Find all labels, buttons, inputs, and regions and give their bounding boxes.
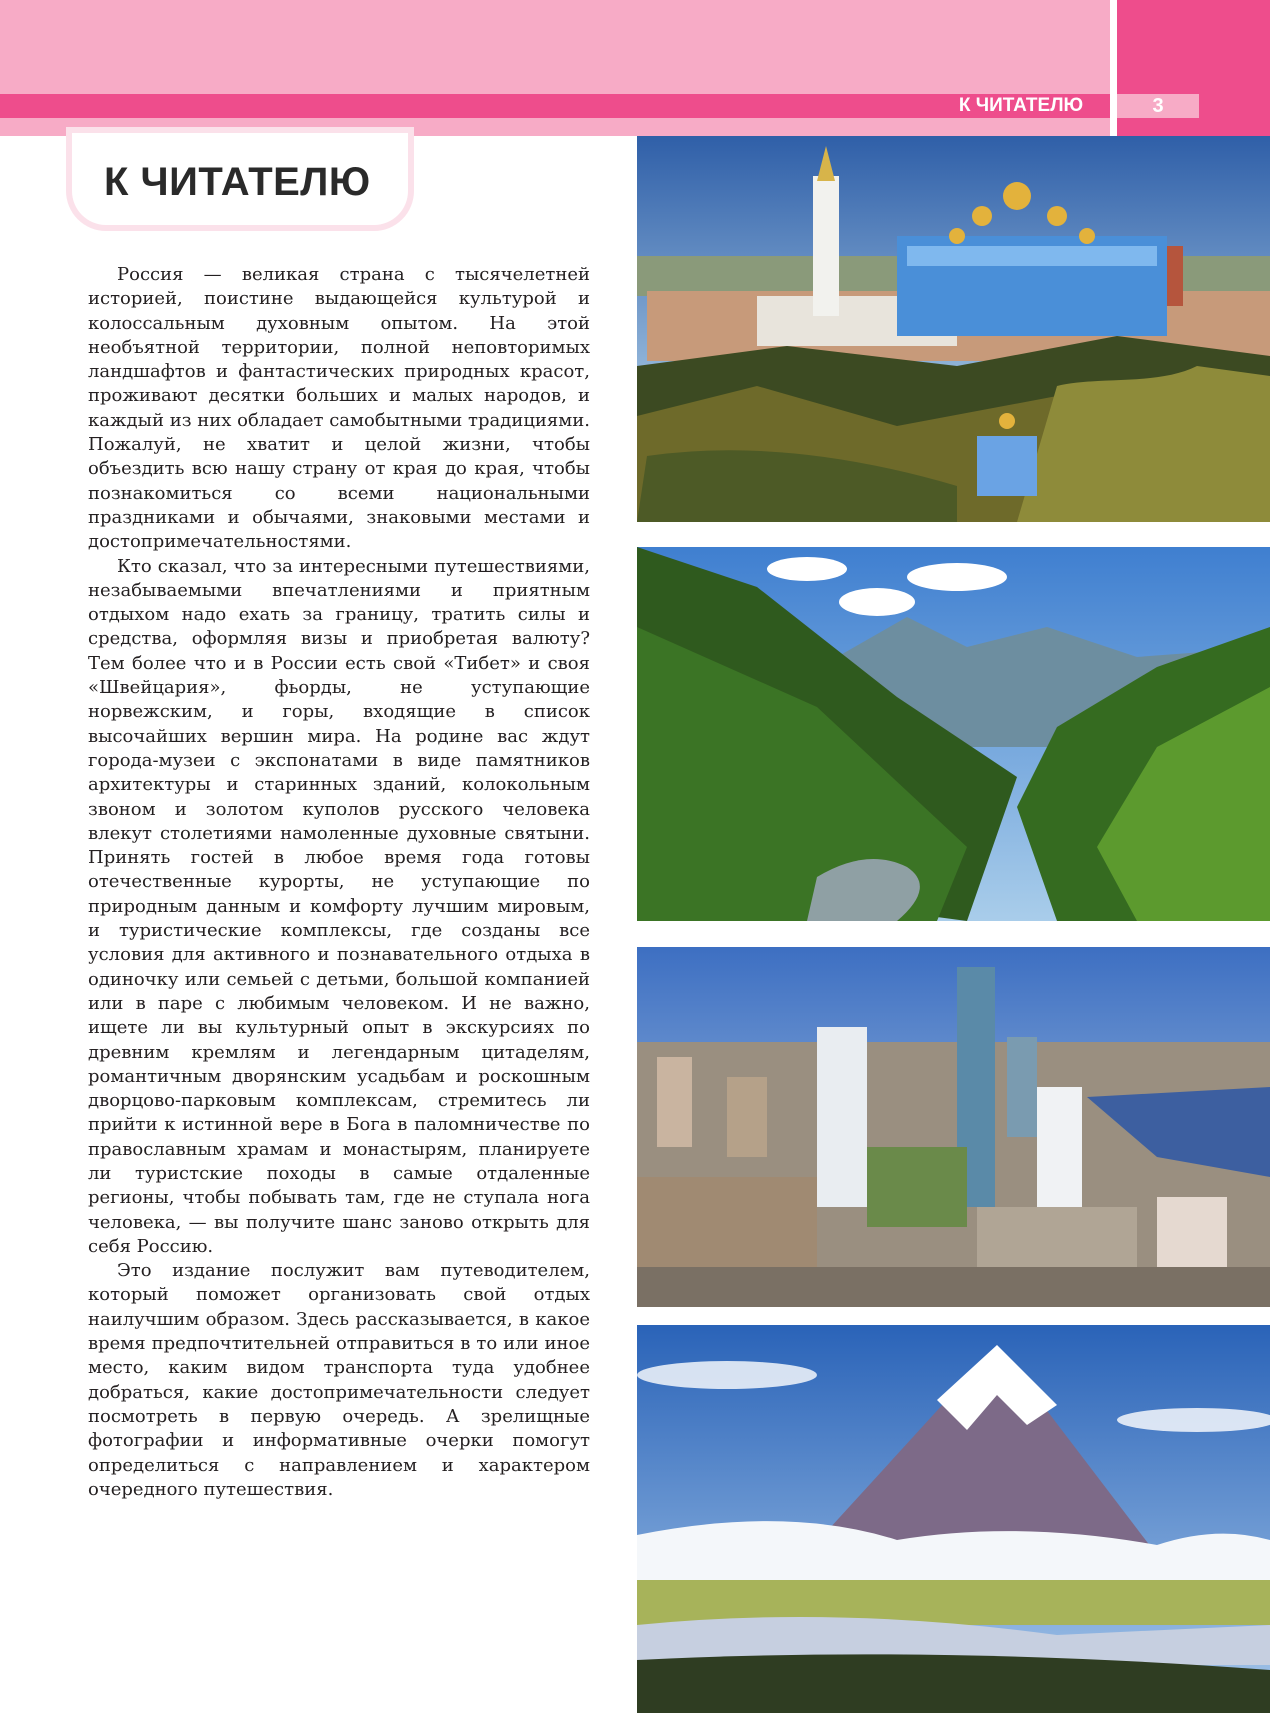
forest-valley-photo bbox=[637, 547, 1270, 921]
volcano-photo bbox=[637, 1325, 1270, 1713]
running-head: К ЧИТАТЕЛЮ bbox=[958, 95, 1084, 116]
paragraph: Кто сказал, что за интересными путешествиями, незабываемыми впечатлениями и приятным отдыхом надо ехать за границу, тратить силы и средства, оформляя визы и приобретая валюту? Тем более что и в России есть свой «Тибет» и своя «Швейцария», фьорды, не уступающие норвежским, и горы, входящие в список высочайших вершин мира. На родине вас ждут города-музеи с экспонатами в виде памятников архитектуры и старинных зданий, колокольным звоном и золотом куполов русского человека влекут столетиями намоленные духовные святыни. Принять гостей в любое время года готовы отечественные курорты, не уступающие по природным данным и комфорту лучшим мировым, и туристические комплексы, где созданы все условия для активного и познавательного отдыха в одиночку или семьей с детьми, большой компанией или в паре с любимым человеком. И не важно, ищете ли вы культурный опыт в экскурсиях по древним кремлям и легендарным цитаделям, романтичным дворянским усадьбам и роскошным дворцово-парковым комплексам, стремитесь ли прийти к истинной вере в Бога в паломничестве по православным храмам и монастырям, планируете ли туристские походы в самые отдаленные регионы, чтобы побывать там, где не ступала нога человека, — вы получите шанс заново открыть для себя Россию. bbox=[88, 555, 590, 1257]
body-text bbox=[88, 263, 590, 1502]
paragraph: Это издание послужит вам путеводителем, который поможет организовать свой отдых наилучшим образом. Здесь рассказывается, в какое время предпочтительней отправиться в то или иное место, каким видом транспорта туда удобнее добраться, какие достопримечательности следует посмотреть в первую очередь. А зрелищные фотографии и информативные очерки помогут определиться с направлением и характером очередного путешествия. bbox=[88, 1260, 590, 1500]
header-strip bbox=[0, 94, 1110, 118]
monastery-photo bbox=[637, 136, 1270, 522]
city-aerial-photo bbox=[637, 947, 1270, 1307]
page-title: К ЧИТАТЕЛЮ bbox=[104, 160, 371, 204]
header-divider bbox=[1110, 0, 1117, 136]
page-number: 3 bbox=[1152, 95, 1164, 117]
paragraph: Россия — великая страна с тысячелетней историей, поистине выдающейся культурой и колоссальным духовным опытом. На этой необъятной территории, полной неповторимых ландшафтов и фантастических природных красот, проживают десятки больших и малых народов, и каждый из них обладает самобытными традициями. Пожалуй, не хватит и целой жизни, чтобы объездить всю нашу страну от края до края, чтобы познакомиться со всеми национальными праздниками и обычаями, знаковыми местами и достопримечательностями. bbox=[88, 264, 590, 553]
